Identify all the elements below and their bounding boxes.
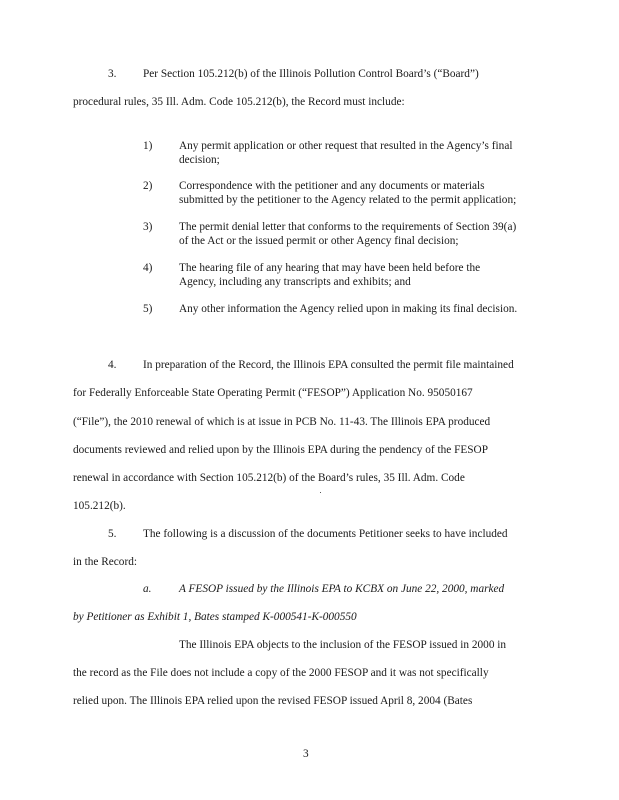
list-item-1-line-2: decision; [179,154,220,166]
paragraph-5-line-1: The following is a discussion of the documents Petitioner seeks to have included [143,528,508,540]
item-a-title-line-1: A FESOP issued by the Illinois EPA to KCBX on June 22, 2000, marked [179,583,505,595]
list-item-2-text [179,179,549,207]
list-item-4-text [179,261,549,289]
item-a-body-line-3: relied upon. The Illinois EPA relied upon the revised FESOP issued April 8, 2004 (Bates [73,695,473,707]
item-a-title-line-2: by Petitioner as Exhibit 1, Bates stamped K-000541-K-000550 [73,611,357,623]
paragraph-4-line-2: for Federally Enforceable State Operating Permit (“FESOP”) Application No. 95050167 [73,387,473,399]
paragraph-3-line-1: Per Section 105.212(b) of the Illinois Pollution Control Board’s (“Board”) [143,68,479,80]
paragraph-5-line-2: in the Record: [73,556,137,568]
list-item-5-text [179,302,549,316]
list-item-2-line-2: submitted by the petitioner to the Agency related to the permit application; [179,194,517,206]
page-number: 3 [303,748,309,760]
paragraph-4-line-4: documents reviewed and relied upon by the Illinois EPA during the pendency of the FESOP [73,444,488,456]
paragraph-5-number: 5. [108,528,117,540]
list-item-3-line-1: The permit denial letter that conforms to the requirements of Section 39(a) [179,221,517,233]
paragraph-4-line-3: (“File”), the 2010 renewal of which is at issue in PCB No. 11-43. The Illinois EPA produced [73,416,491,428]
paragraph-4-number: 4. [108,359,117,371]
list-item-2-number: 2) [143,180,153,192]
paragraph-4-line-5: renewal in accordance with Section 105.212(b) of the Board’s rules, 35 Ill. Adm. Code [73,472,465,484]
paragraph-3-number: 3. [108,68,117,80]
paragraph-4-line-1: In preparation of the Record, the Illinois EPA consulted the permit file maintained [143,359,514,371]
paragraph-3-line-2: procedural rules, 35 Ill. Adm. Code 105.212(b), the Record must include: [73,96,405,108]
list-item-3-text [179,220,549,248]
list-item-5-line-1: Any other information the Agency relied upon in making its final decision. [179,303,518,315]
list-item-1-text [179,139,549,167]
list-item-5-number: 5) [143,303,153,315]
paragraph-4-line-6: 105.212(b). [73,500,126,512]
list-item-4-number: 4) [143,262,153,274]
list-item-2-line-1: Correspondence with the petitioner and any documents or materials [179,180,485,192]
item-a-letter: a. [143,583,152,595]
list-item-1-number: 1) [143,140,153,152]
list-item-4-line-2: Agency, including any transcripts and exhibits; and [179,276,411,288]
list-item-3-number: 3) [143,221,153,233]
list-item-3-line-2: of the Act or the issued permit or other Agency final decision; [179,235,459,247]
scan-speck [320,492,321,493]
item-a-body-line-2: the record as the File does not include a copy of the 2000 FESOP and it was not specifically [73,667,489,679]
list-item-4-line-1: The hearing file of any hearing that may have been held before the [179,262,481,274]
item-a-body-line-1: The Illinois EPA objects to the inclusion of the FESOP issued in 2000 in [179,639,507,651]
list-item-1-line-1: Any permit application or other request that resulted in the Agency’s final [179,140,513,152]
